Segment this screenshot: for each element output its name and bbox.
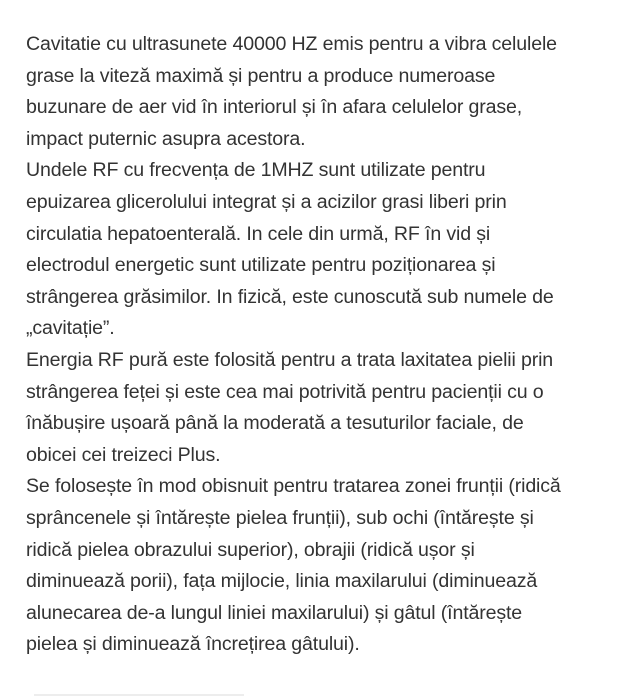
text-line: înăbușire ușoară până la moderată a tesuturilor faciale, de [26, 412, 524, 435]
paragraph-cavitation [26, 29, 626, 155]
text-line: strângerea grăsimilor. In fizică, este cunoscută sub numele de [26, 285, 554, 308]
text-line: Se folosește în mod obisnuit pentru tratarea zonei frunții (ridică [26, 475, 561, 498]
paragraph-rf-energy [26, 345, 626, 471]
text-line: Energia RF pură este folosită pentru a trata laxitatea pielii prin [26, 348, 554, 371]
text-line: Cavitatie cu ultrasunete 40000 HZ emis pentru a vibra celulele [26, 33, 557, 55]
text-line: grase la viteză maximă și pentru a produce numeroase [26, 64, 496, 87]
cut-off-content [34, 694, 244, 696]
text-line: electrodul energetic sunt utilizate pentru poziționarea și [26, 254, 496, 277]
text-line: Undele RF cu frecvența de 1MHZ sunt utilizate pentru [26, 159, 486, 182]
text-line: epuizarea glicerolului integrat și a acizilor grasi liberi prin [26, 190, 507, 213]
text-line: alunecarea de-a lungul liniei maxilarului) și gâtul (întărește [26, 601, 523, 624]
paragraph-rf-waves [26, 155, 626, 345]
paragraph-usage-areas [26, 471, 626, 661]
text-line: diminuează porii), fața mijlocie, linia maxilarului (diminuează [26, 570, 538, 593]
text-line: circulatia hepatoenterală. In cele din urmă, RF în vid și [26, 222, 491, 245]
text-line: strângerea feței și este cea mai potrivită pentru pacienții cu o [26, 380, 544, 403]
text-line: buzunare de aer vid în interiorul și în afara celulelor grase, [26, 96, 523, 119]
text-line: impact puternic asupra acestora. [26, 127, 306, 150]
article-body [26, 29, 626, 661]
text-line: sprâncenele și întărește pielea frunții), sub ochi (întărește și [26, 506, 534, 529]
text-line: ridică pielea obrazului superior), obrajii (ridică ușor și [26, 538, 475, 561]
text-line: obicei cei treizeci Plus. [26, 443, 221, 466]
text-line: pielea și diminuează încrețirea gâtului). [26, 633, 360, 656]
text-line: „cavitație”. [26, 317, 115, 340]
